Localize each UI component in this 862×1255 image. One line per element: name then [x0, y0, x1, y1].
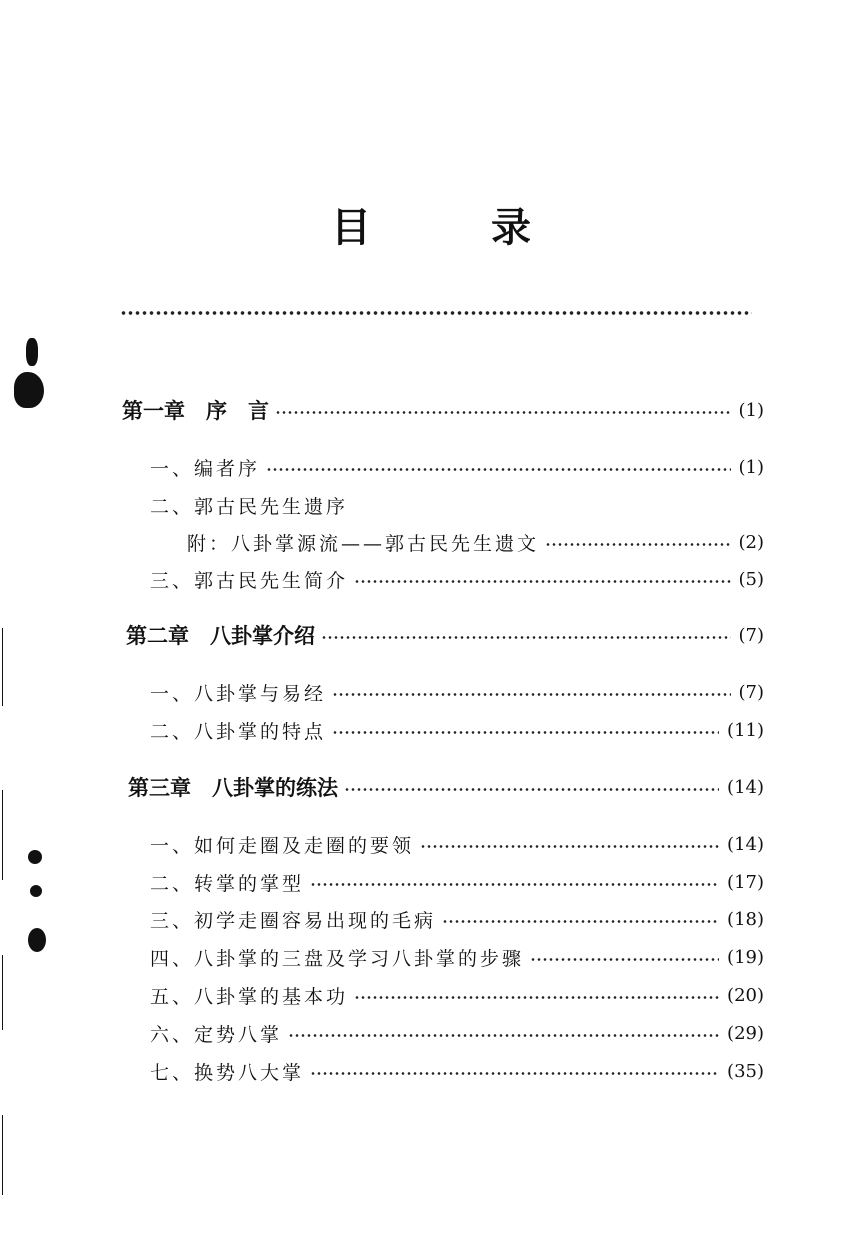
toc-label: 七、换势八大掌 — [150, 1061, 305, 1084]
toc-page-number: (7) — [738, 681, 764, 703]
toc-section-row[interactable] — [150, 564, 764, 594]
toc-section-row[interactable] — [150, 829, 764, 859]
toc-section-row[interactable] — [150, 904, 764, 934]
toc-label: 二、八卦掌的特点 — [150, 720, 327, 743]
toc-chapter-row[interactable] — [126, 620, 764, 650]
toc-label: 第三章 八卦掌的练法 — [128, 776, 338, 800]
toc-page-number: (19) — [727, 946, 764, 968]
toc-section-row[interactable] — [150, 490, 764, 520]
dot-leader — [332, 731, 719, 734]
toc-page-number: (1) — [738, 399, 764, 421]
dot-leader — [354, 580, 730, 583]
margin-blot — [28, 850, 42, 864]
dot-leader — [344, 788, 719, 791]
dot-leader — [332, 693, 730, 696]
dot-leader — [310, 1072, 719, 1075]
toc-section-row[interactable] — [150, 715, 764, 745]
toc-label: 一、八卦掌与易经 — [150, 682, 327, 705]
toc-label: 二、郭古民先生遗序 — [150, 495, 349, 518]
dot-leader — [420, 845, 719, 848]
dot-leader — [442, 920, 719, 923]
page-title — [0, 196, 862, 253]
toc-label: 附：八卦掌源流——郭古民先生遗文 — [187, 532, 540, 555]
dot-leader — [288, 1034, 719, 1037]
dot-leader — [275, 411, 731, 414]
dot-leader — [310, 883, 719, 886]
toc-page-number: (1) — [738, 456, 764, 478]
toc-section-row[interactable] — [150, 452, 764, 482]
dotted-divider — [120, 309, 752, 317]
toc-page-number: (20) — [727, 984, 764, 1006]
toc-section-row[interactable] — [150, 980, 764, 1010]
dot-leader — [530, 958, 719, 961]
toc-section-row[interactable] — [150, 677, 764, 707]
toc-page-number: (11) — [727, 719, 764, 741]
toc-page-number: (18) — [727, 908, 764, 930]
margin-line — [2, 628, 3, 706]
toc-page-number: (17) — [727, 871, 764, 893]
toc-chapter-row[interactable] — [128, 772, 764, 802]
toc-label: 二、转掌的掌型 — [150, 872, 305, 895]
dot-leader — [266, 468, 730, 471]
toc-section-row[interactable] — [150, 1056, 764, 1086]
toc-label: 一、如何走圈及走圈的要领 — [150, 834, 415, 857]
margin-line — [2, 790, 3, 880]
toc-page-number: (29) — [727, 1022, 764, 1044]
dot-leader — [545, 543, 730, 546]
toc-page-number: (5) — [738, 568, 764, 590]
margin-line — [2, 955, 3, 1030]
toc-page-number: (14) — [727, 833, 764, 855]
title-char-right: 录 — [491, 205, 531, 251]
toc-section-row[interactable] — [150, 1018, 764, 1048]
toc-subsection-row[interactable] — [187, 527, 764, 557]
margin-line — [2, 1115, 3, 1195]
toc-chapter-row[interactable] — [122, 395, 764, 425]
margin-blot — [28, 928, 46, 952]
toc-label: 四、八卦掌的三盘及学习八卦掌的步骤 — [150, 947, 525, 970]
toc-page-number: (14) — [727, 776, 764, 798]
toc-label: 三、郭古民先生简介 — [150, 569, 349, 592]
toc-page-number: (35) — [727, 1060, 764, 1082]
dot-leader — [354, 996, 719, 999]
margin-blot — [14, 372, 44, 408]
toc-label: 六、定势八掌 — [150, 1023, 283, 1046]
toc-page-number: (7) — [738, 624, 764, 646]
toc-section-row[interactable] — [150, 942, 764, 972]
toc-label: 第一章 序 言 — [122, 399, 269, 423]
margin-blot — [30, 885, 42, 897]
toc-label: 三、初学走圈容易出现的毛病 — [150, 909, 437, 932]
margin-blot — [26, 338, 38, 366]
dot-leader — [321, 636, 731, 639]
toc-page-number: (2) — [738, 531, 764, 553]
toc-label: 五、八卦掌的基本功 — [150, 985, 349, 1008]
toc-section-row[interactable] — [150, 867, 764, 897]
title-char-left: 目 — [331, 205, 371, 251]
toc-label: 一、编者序 — [150, 457, 261, 480]
toc-label: 第二章 八卦掌介绍 — [126, 624, 315, 648]
